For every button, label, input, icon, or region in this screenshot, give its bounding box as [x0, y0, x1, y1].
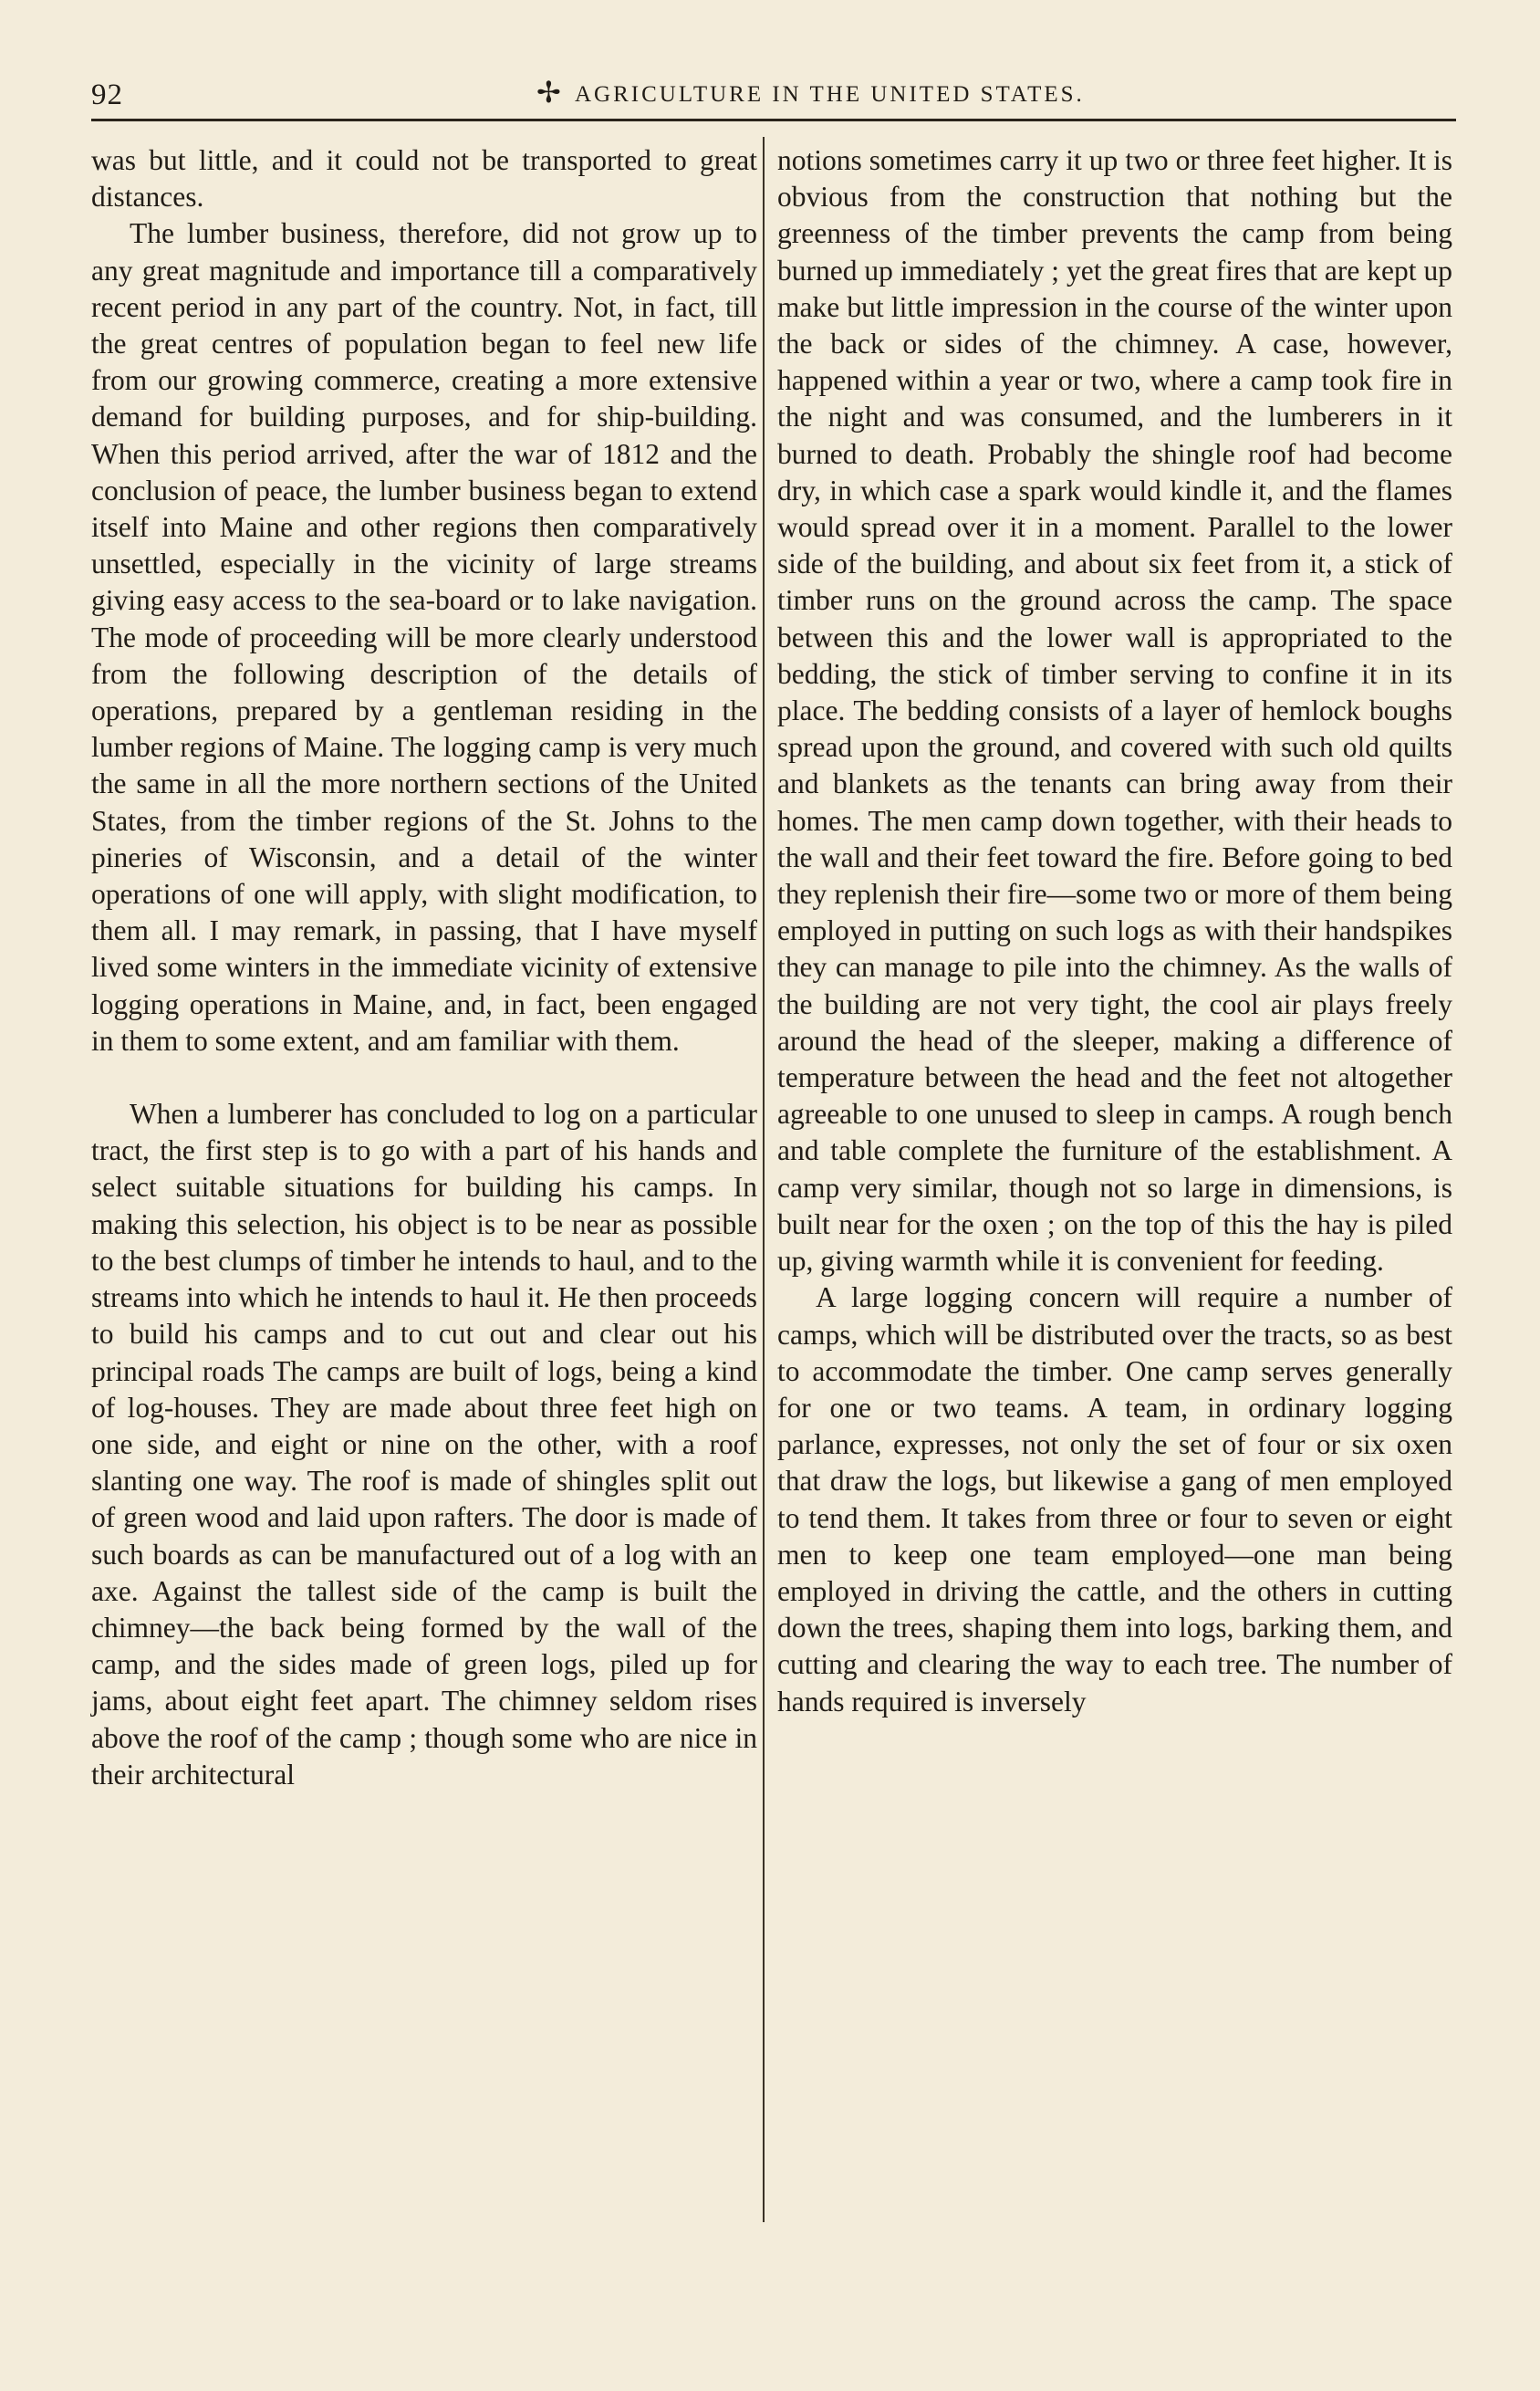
paragraph-camp-building: When a lumberer has concluded to log on a particular tract, the first step is to go with a part of his hands and select suitable situations for building his camps. In making this selection, his object is to be near as possible to the best clumps of timber he intends to haul, and to the streams into which he intends to haul it. He then proceeds to build his camps and to cut out and clear out his principal roads The camps are built of logs, being a kind of log-houses. They are made about three feet high on one side, and eight or nine on the other, with a roof slanting one way. The roof is made of shingles split out of green wood and laid upon rafters. The door is made of such boards as can be manufactured out of a log with an axe. Against the tallest side of the camp is built the chimney—the back being formed by the wall of the camp, and the sides made of green logs, piled up for jams, about eight feet apart. The chimney seldom rises above the roof of the camp ; though some who are nice in their architectural — [91, 1098, 757, 1791]
paragraph-chimney-and-bedding: notions sometimes carry it up two or three feet higher. It is obvious from the construction that nothing but the greenness of the timber prevents the camp from being burned up immediately ; yet the great fires that are kept up make but little impression in the course of the winter upon the back or sides of the chimney. A case, however, happened within a year or two, where a camp took fire in the night and was consumed, and the lumberers in it burned to death. Probably the shingle roof had become dry, in which case a spark would kindle it, and the flames would spread over it in a moment. Parallel to the lower side of the building, and about six feet from it, a stick of timber runs on the ground across the camp. The space between this and the lower wall is appropriated to the bedding, the stick of timber serving to confine it in its place. The bedding consists of a layer of hemlock boughs spread upon the ground, and covered with such old quilts and blankets as the tenants can bring away from their homes. The men camp down together, with their heads to the wall and their feet toward the fire. Before going to bed they replenish their fire—some two or more of them being employed in putting on such logs as with their handspikes they can manage to pile into the chimney. As the walls of the building are not very tight, the cool air plays freely around the head of the sleeper, making a difference of temperature between the head and the feet not altogether agreeable to one unused to sleep in camps. A rough bench and table complete the furniture of the establishment. A camp very similar, though not so large in dimensions, is built near for the oxen ; on the top of this the hay is piled up, giving warmth while it is convenient for feeding. — [777, 144, 1452, 1278]
paragraph-continuation: was but little, and it could not be transported to great distances. — [91, 144, 757, 214]
header-rule — [91, 119, 1456, 121]
column-divider — [763, 137, 765, 2222]
left-column — [91, 142, 757, 1793]
right-column — [777, 142, 1452, 1720]
paragraph-logging-concern: A large logging concern will require a number of camps, which will be distributed over the tracts, so as best to accommodate the timber. One camp serves generally for one or two teams. A team, in ordinary logging parlance, expresses, not only the set of four or six oxen that draw the logs, but likewise a gang of men employed to tend them. It takes from three or four to seven or eight men to keep one team employed—one man being employed in driving the cattle, and the others in cutting down the trees, shaping them into logs, barking them, and cutting and clearing the way to each tree. The number of hands required is inversely — [777, 1281, 1452, 1718]
paragraph-lumber-business: The lumber business, therefore, did not grow up to any great magnitude and importance till a comparatively recent period in any part of the country. Not, in fact, till the great centres of population began to feel new life from our growing commerce, creating a more extensive demand for building purposes, and for ship-building. When this period arrived, after the war of 1812 and the conclusion of peace, the lumber business began to extend itself into Maine and other regions then comparatively unsettled, especially in the vicinity of large streams giving easy access to the sea-board or to lake navigation. The mode of proceeding will be more clearly understood from the following description of the details of operations, prepared by a gentleman residing in the lumber regions of Maine. The logging camp is very much the same in all the more northern sections of the United States, from the timber regions of the St. Johns to the pineries of Wisconsin, and a detail of the winter operations of one will apply, with slight modification, to them all. I may remark, in passing, that I have myself lived some winters in the immediate vicinity of extensive logging operations in Maine, and, in fact, been engaged in them to some extent, and am familiar with them. — [91, 217, 757, 1057]
ornament-icon: ✢ — [536, 76, 561, 109]
page-header — [91, 75, 1460, 117]
page-number: 92 — [91, 78, 123, 111]
running-head: AGRICULTURE IN THE UNITED STATES. — [575, 82, 1085, 107]
